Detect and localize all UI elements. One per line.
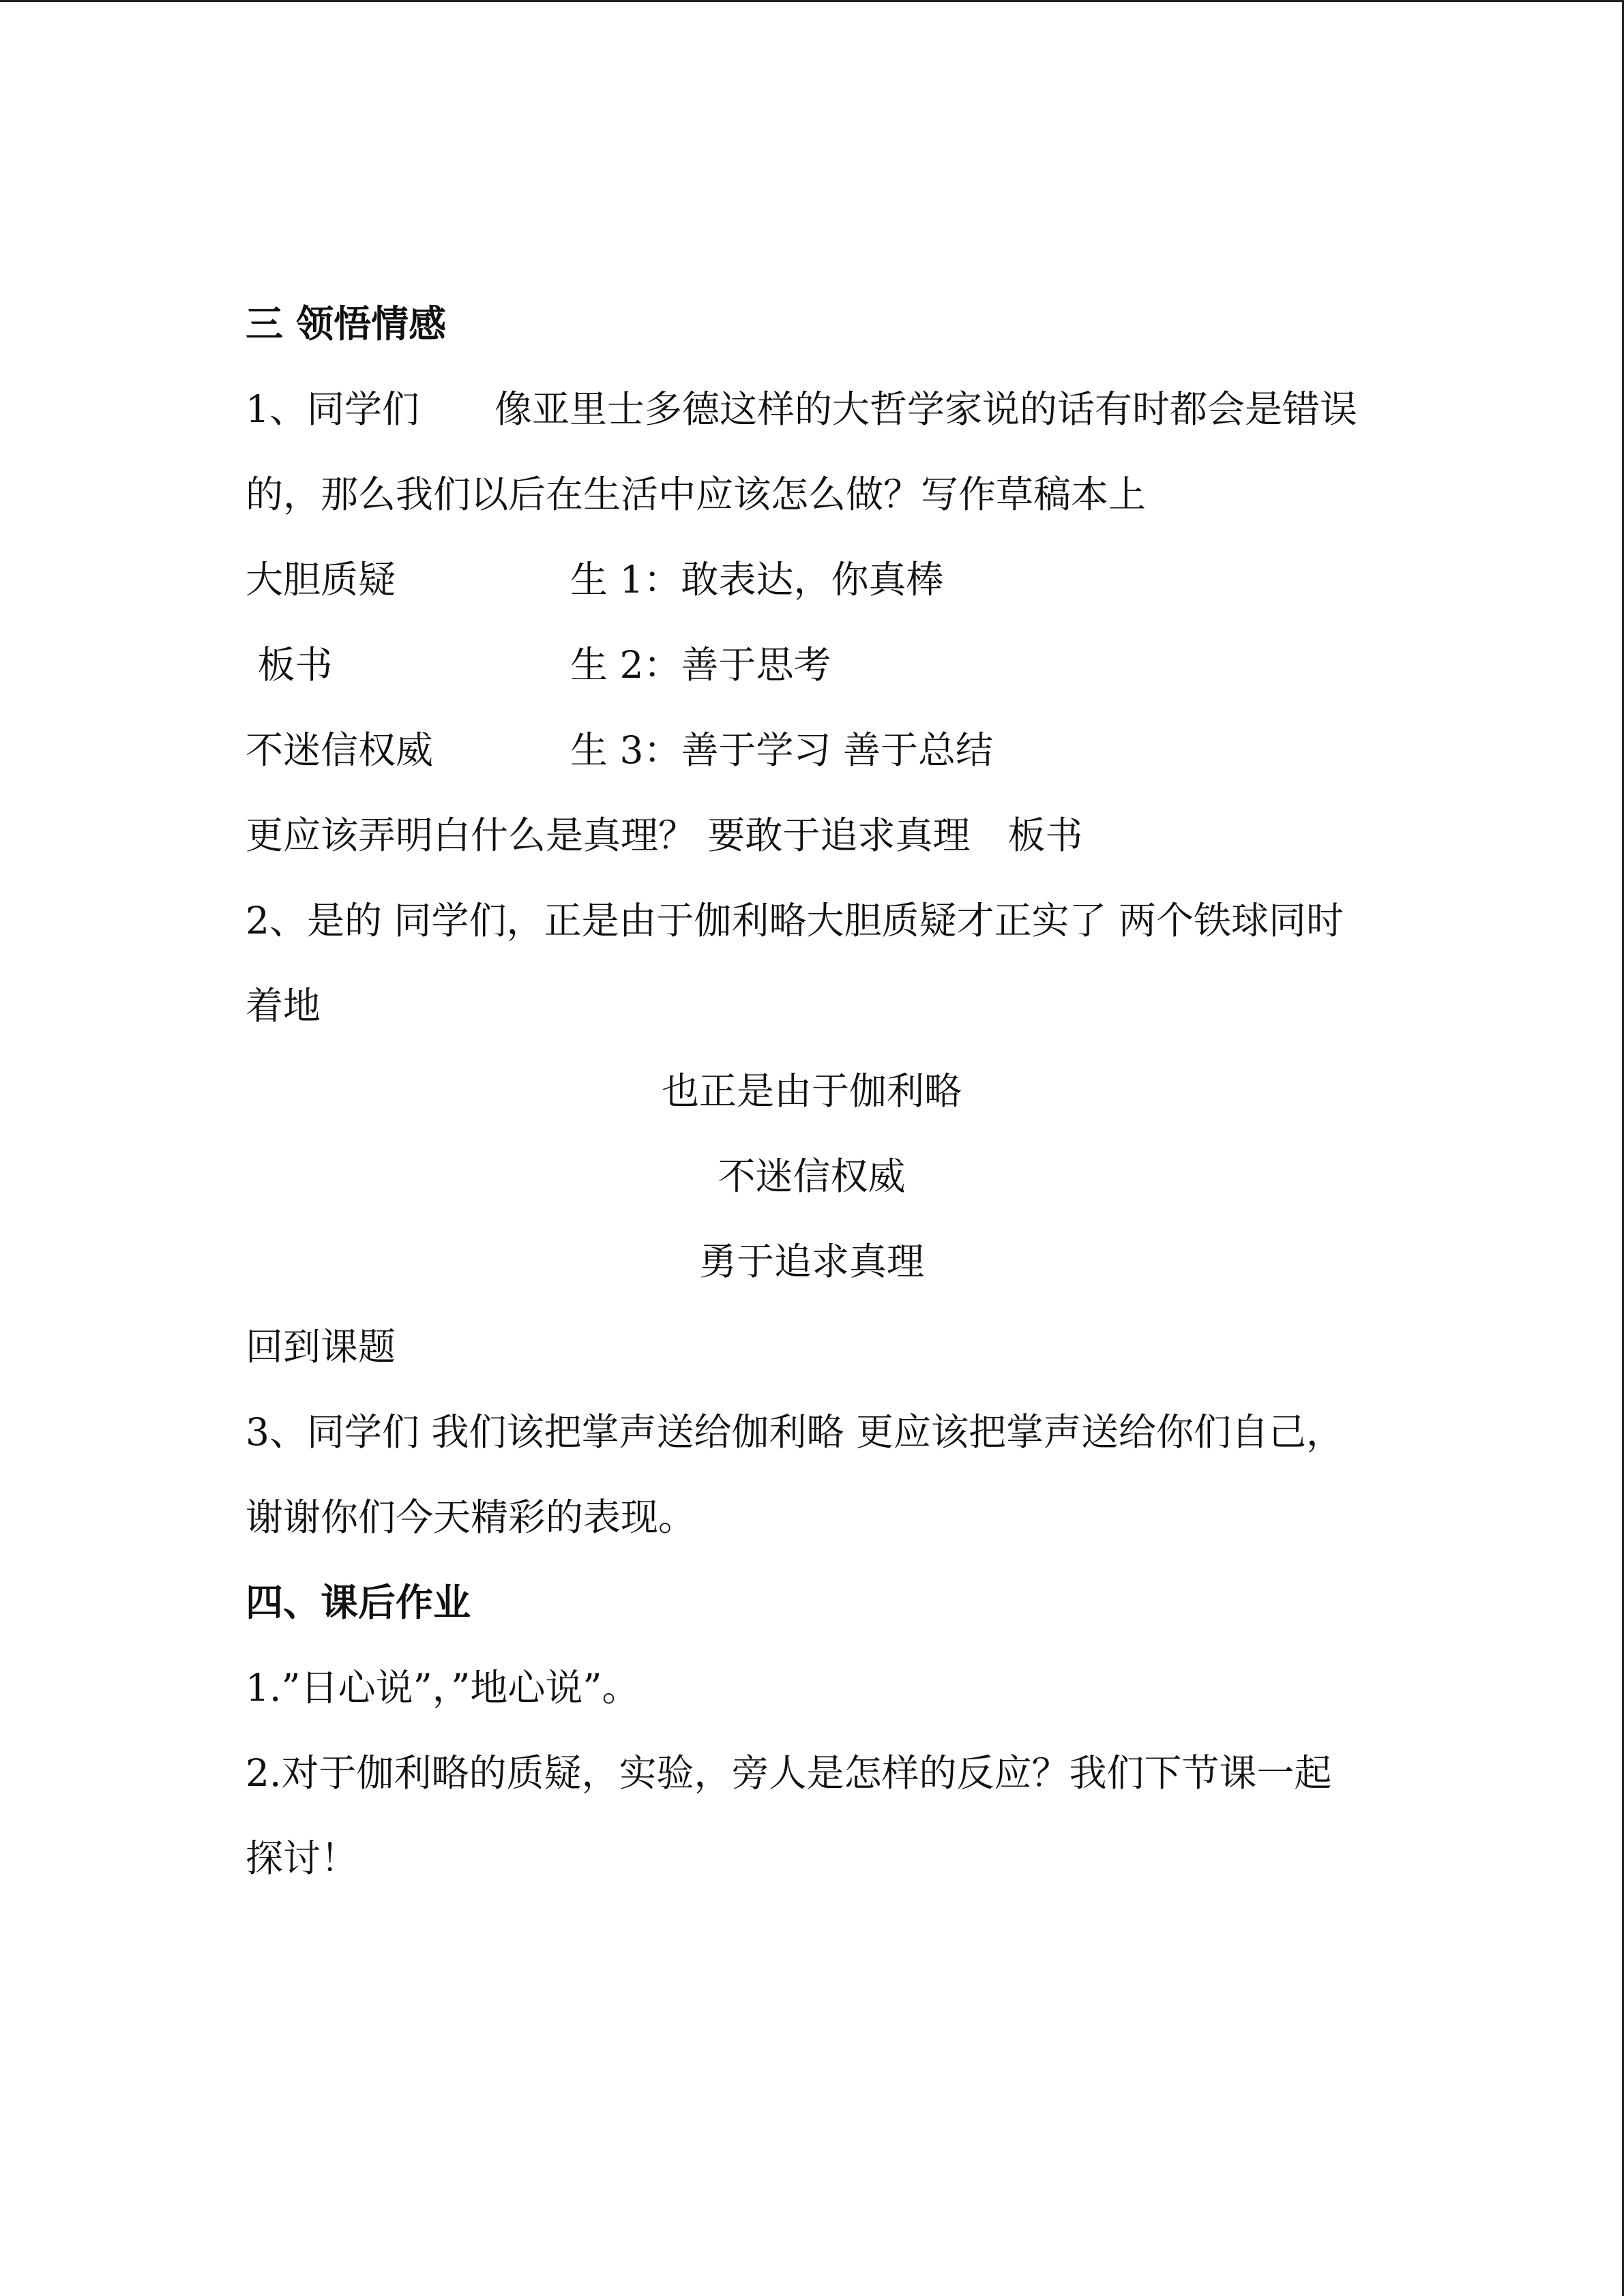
paragraph-1-line-1: 1、同学们 像亚里士多德这样的大哲学家说的话有时都会是错误 <box>246 387 1357 431</box>
row-2-left: 板书 <box>246 643 333 687</box>
centered-line-2: 不迷信权威 <box>718 1154 906 1198</box>
row-2-right: 生 2：善于思考 <box>570 643 831 687</box>
row-2 <box>246 641 1378 689</box>
row-1 <box>246 556 1378 603</box>
centered-line-3: 勇于追求真理 <box>698 1240 924 1283</box>
back-to-topic: 回到课题 <box>246 1325 396 1369</box>
row-3 <box>246 726 1378 774</box>
section-4-heading: 四、课后作业 <box>246 1581 471 1624</box>
truth-line: 更应该弄明白什么是真理？ 要敢于追求真理 板书 <box>246 814 1083 857</box>
paragraph-1-line-2: 的，那么我们以后在生活中应该怎么做？写作草稿本上 <box>246 473 1147 516</box>
centered-line-1: 也正是由于伽利略 <box>661 1069 962 1113</box>
homework-item-2-line-1: 2.对于伽利略的质疑，实验，旁人是怎样的反应？我们下节课一起 <box>246 1751 1332 1795</box>
paragraph-2-line-1: 2、是的 同学们，正是由于伽利略大胆质疑才正实了 两个铁球同时 <box>246 899 1344 942</box>
homework-item-2-line-2: 探讨！ <box>246 1836 359 1880</box>
section-3-heading: 三 领悟情感 <box>246 302 447 346</box>
row-1-left: 大胆质疑 <box>246 558 396 601</box>
paragraph-3-line-1: 3、同学们 我们该把掌声送给伽利略 更应该把掌声送给你们自己， <box>246 1410 1344 1454</box>
homework-item-1: 1.”日心说”，”地心说”。 <box>246 1666 640 1710</box>
paragraph-3-line-2: 谢谢你们今天精彩的表现。 <box>246 1495 696 1539</box>
paragraph-2-line-2: 着地 <box>246 984 321 1028</box>
row-1-right: 生 1：敢表达，你真棒 <box>570 558 944 601</box>
row-3-left: 不迷信权威 <box>246 728 434 772</box>
row-3-right: 生 3：善于学习 善于总结 <box>570 728 993 772</box>
